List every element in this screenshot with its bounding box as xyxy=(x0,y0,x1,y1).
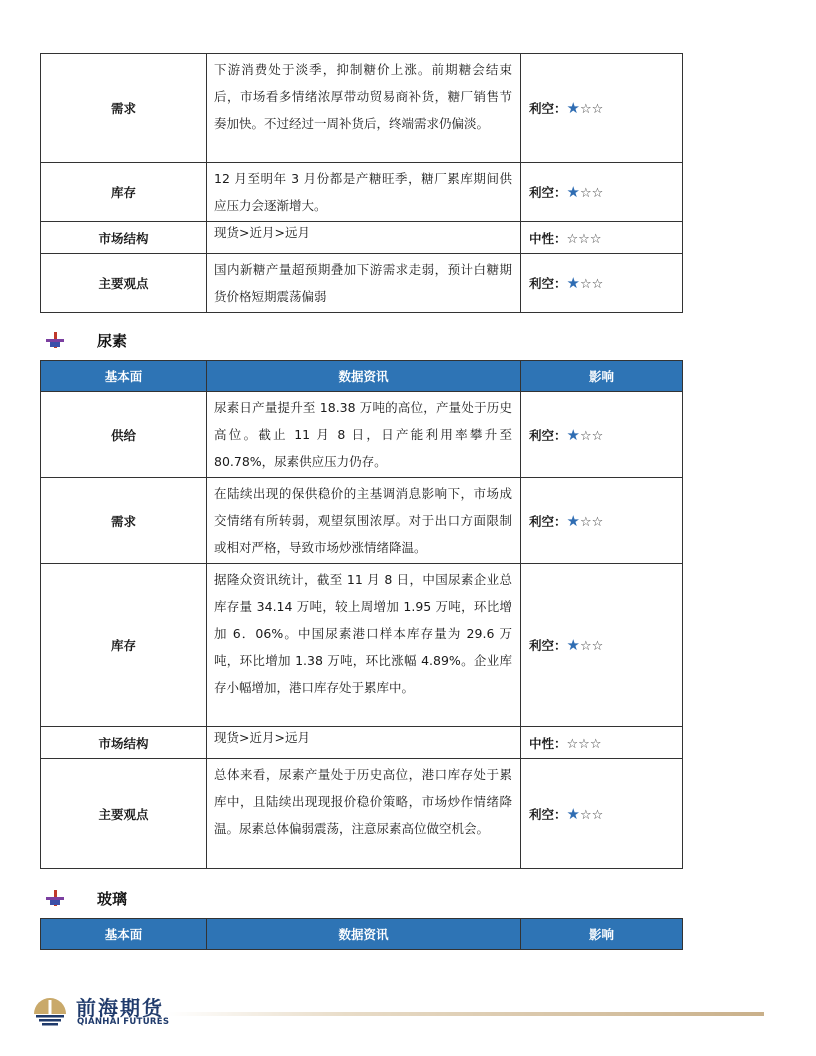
row-key: 供给 xyxy=(41,392,207,478)
table-row xyxy=(41,54,683,163)
column-header: 影响 xyxy=(521,919,683,950)
section-heading-glass xyxy=(46,887,127,909)
star-empty-icon: ☆ xyxy=(566,231,579,247)
star-filled-icon: ★ xyxy=(566,636,580,654)
logo-english-name: QIANHAI FUTURES xyxy=(77,1017,170,1027)
section-heading-urea xyxy=(46,329,127,351)
row-impact xyxy=(521,54,683,163)
column-header: 基本面 xyxy=(41,919,207,950)
star-empty-icon: ☆ xyxy=(579,277,592,292)
star-empty-icon: ☆ xyxy=(591,514,604,530)
urea-fundamentals-table xyxy=(40,360,683,869)
table-row xyxy=(41,564,683,727)
star-empty-icon: ☆ xyxy=(579,514,592,530)
row-info: 现货>近月>远月 xyxy=(207,222,521,254)
star-empty-icon: ☆ xyxy=(591,186,604,201)
page-footer xyxy=(30,990,766,1030)
section-title: 尿素 xyxy=(97,331,128,350)
row-info: 总体来看，尿素产量处于历史高位，港口库存处于累库中，且陆续出现现报价稳价策略，市场炒作情绪降温。尿素总体偏弱震荡，注意尿素高位做空机会。 xyxy=(207,759,521,869)
impact-label: 利空： xyxy=(529,185,567,200)
star-empty-icon: ☆ xyxy=(579,807,592,823)
row-impact xyxy=(521,727,683,759)
impact-label: 利空： xyxy=(529,101,567,116)
impact-label: 利空： xyxy=(529,806,567,822)
impact-label: 利空： xyxy=(529,276,567,291)
star-rating xyxy=(567,736,602,751)
star-filled-icon: ★ xyxy=(566,511,580,530)
star-empty-icon: ☆ xyxy=(579,186,592,201)
star-rating xyxy=(567,231,602,246)
star-rating xyxy=(567,276,604,291)
impact-label: 利空： xyxy=(529,427,567,443)
table-row xyxy=(41,392,683,478)
row-key: 市场结构 xyxy=(41,727,207,759)
row-impact xyxy=(521,222,683,254)
row-info: 尿素日产量提升至 18.38 万吨的高位，产量处于历史高位。截止 11 月 8 日，日产能利用率攀升至 80.78%，尿素供应压力仍存。 xyxy=(207,392,521,478)
star-empty-icon: ☆ xyxy=(578,231,590,247)
row-impact xyxy=(521,759,683,869)
star-empty-icon: ☆ xyxy=(589,736,602,752)
row-key: 需求 xyxy=(41,54,207,163)
row-impact xyxy=(521,478,683,564)
star-rating xyxy=(566,804,604,823)
star-empty-icon: ☆ xyxy=(591,102,604,117)
star-empty-icon: ☆ xyxy=(589,231,602,247)
section-bullet-icon xyxy=(46,331,64,349)
star-empty-icon: ☆ xyxy=(591,639,604,654)
row-info: 国内新糖产量超预期叠加下游需求走弱，预计白糖期货价格短期震荡偏弱 xyxy=(207,254,521,313)
glass-fundamentals-table xyxy=(40,918,683,950)
table-row xyxy=(41,163,683,222)
table-row xyxy=(41,759,683,869)
sugar-fundamentals-table xyxy=(40,53,683,313)
row-key: 需求 xyxy=(41,478,207,564)
star-empty-icon: ☆ xyxy=(579,639,592,654)
row-key: 主要观点 xyxy=(41,759,207,869)
qianhai-logo-icon xyxy=(30,992,70,1028)
star-filled-icon: ★ xyxy=(566,274,580,292)
star-rating xyxy=(566,425,604,444)
footer-divider xyxy=(168,1012,764,1016)
table-header-row xyxy=(41,919,683,950)
section-bullet-icon xyxy=(46,889,64,907)
table-header-row xyxy=(41,361,683,392)
star-rating xyxy=(567,101,604,116)
row-info: 下游消费处于淡季，抑制糖价上涨。前期糖会结束后，市场看多情绪浓厚带动贸易商补货，糖厂销售节奏加快。不过经过一周补货后，终端需求仍偏淡。 xyxy=(207,54,521,163)
impact-label: 中性： xyxy=(529,735,567,751)
row-key: 主要观点 xyxy=(41,254,207,313)
row-info: 在陆续出现的保供稳价的主基调消息影响下，市场成交情绪有所转弱，观望氛围浓厚。对于出口方面限制或相对严格，导致市场炒涨情绪降温。 xyxy=(207,478,521,564)
table-row xyxy=(41,254,683,313)
logo-chinese-name: 前海期货 xyxy=(76,996,164,1020)
star-empty-icon: ☆ xyxy=(579,428,592,444)
impact-label: 利空： xyxy=(529,513,567,529)
star-filled-icon: ★ xyxy=(566,804,580,823)
star-empty-icon: ☆ xyxy=(566,736,579,752)
table-row xyxy=(41,727,683,759)
row-info: 据隆众资讯统计，截至 11 月 8 日，中国尿素企业总库存量 34.14 万吨，较上周增加 1.95 万吨，环比增加 6．06%。中国尿素港口样本库存量为 29.6 万吨，环比增加 1.38 万吨，环比涨幅 4.89%。企业库存小幅增加，港口库存处于累库中。 xyxy=(207,564,521,727)
row-impact xyxy=(521,254,683,313)
section-title: 玻璃 xyxy=(97,889,128,908)
star-empty-icon: ☆ xyxy=(591,807,604,823)
star-rating xyxy=(567,638,604,653)
star-filled-icon: ★ xyxy=(566,183,580,201)
column-header: 基本面 xyxy=(41,361,207,392)
star-filled-icon: ★ xyxy=(566,99,580,117)
star-empty-icon: ☆ xyxy=(591,277,604,292)
row-impact xyxy=(521,564,683,727)
impact-label: 中性： xyxy=(529,230,567,246)
column-header: 数据资讯 xyxy=(207,919,521,950)
row-info: 现货>近月>远月 xyxy=(207,727,521,759)
column-header: 影响 xyxy=(521,361,683,392)
impact-label: 利空： xyxy=(529,638,567,653)
star-empty-icon: ☆ xyxy=(591,428,604,444)
row-key: 市场结构 xyxy=(41,222,207,254)
row-key: 库存 xyxy=(41,564,207,727)
row-key: 库存 xyxy=(41,163,207,222)
star-empty-icon: ☆ xyxy=(579,102,592,117)
row-impact xyxy=(521,163,683,222)
star-filled-icon: ★ xyxy=(566,425,580,444)
star-empty-icon: ☆ xyxy=(578,736,590,752)
table-row xyxy=(41,478,683,564)
row-impact xyxy=(521,392,683,478)
row-info: 12 月至明年 3 月份都是产糖旺季，糖厂累库期间供应压力会逐渐增大。 xyxy=(207,163,521,222)
star-rating xyxy=(566,511,604,530)
star-rating xyxy=(567,185,604,200)
table-row xyxy=(41,222,683,254)
column-header: 数据资讯 xyxy=(207,361,521,392)
